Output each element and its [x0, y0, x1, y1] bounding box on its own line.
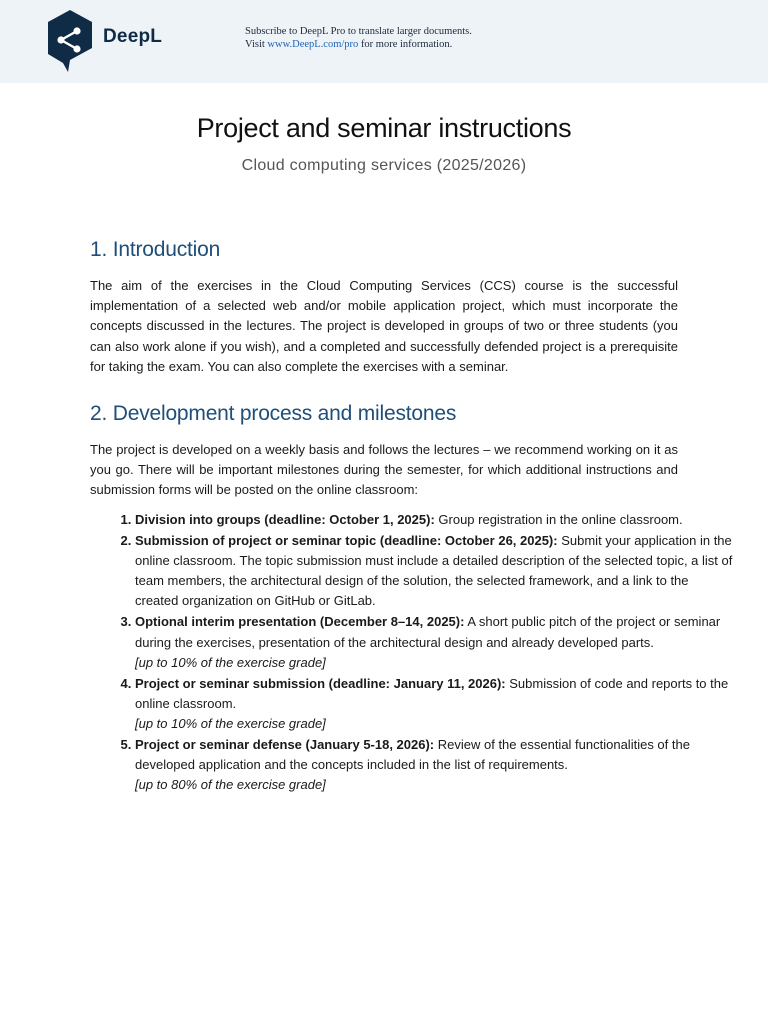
deepl-banner [0, 0, 768, 83]
milestone-grade-note: [up to 80% of the exercise grade] [135, 777, 326, 793]
logo-wordmark: DeepL [103, 26, 163, 47]
milestones-list [90, 510, 735, 796]
milestone-text: Group registration in the online classroom. [434, 512, 683, 527]
deepl-logo[interactable] [46, 9, 166, 73]
milestone-item [135, 735, 735, 795]
milestone-grade-note: [up to 10% of the exercise grade] [135, 654, 326, 670]
milestone-label: Project or seminar submission (deadline: January 11, 2026): [135, 675, 506, 691]
milestone-label: Division into groups (deadline: October 1, 2025): [135, 512, 435, 527]
milestones-paragraph: The project is developed on a weekly basis and follows the lectures – we recommend working on it as you go. There will be important milestones during the semester, for which additional instructions and submission forms will be posted on the online classroom: [90, 442, 678, 498]
milestone-item [135, 510, 735, 530]
document-subtitle: Cloud computing services (2025/2026) [241, 157, 527, 174]
milestone-item [135, 531, 735, 611]
milestone-label: Submission of project or seminar topic (deadline: October 26, 2025): [135, 533, 558, 549]
introduction-paragraph: The aim of the exercises in the Cloud Computing Services (CCS) course is the successful implementation of a selected web and/or mobile application project, which must incorporate the concepts discussed in the lectures. The project is developed in groups of two or three students (you can also work alone if you wish), and a completed and successfully defended project is a prerequisite for taking the exam. You can also complete the exercises with a seminar. [90, 278, 678, 374]
promo-visit-text: Visit [245, 39, 268, 50]
milestone-text: A short public pitch of the project or seminar during the exercises, presentation of the architectural design and already developed parts. [135, 614, 721, 650]
milestone-item [135, 612, 735, 672]
deepl-logo-icon [46, 9, 98, 73]
promo-line-1: Subscribe to DeepL Pro to translate larger documents. [245, 26, 472, 37]
milestone-label: Project or seminar defense (January 5-18, 2026): [135, 737, 435, 753]
promo-more-info-text: for more information. [358, 39, 453, 50]
promo-line-2 [245, 38, 472, 51]
milestone-item [135, 674, 735, 734]
promo-text [245, 25, 472, 51]
milestone-text: Submit your application in the online classroom. The topic submission must include a detailed description of the selected topic, a list of team members, the architectural design of the solution, the selected framework, and a link to the created organization on GitHub or GitLab. [135, 533, 733, 609]
document-title: Project and seminar instructions [196, 113, 572, 143]
milestone-grade-note: [up to 10% of the exercise grade] [135, 715, 326, 731]
milestone-text: Submission of code and reports to the online classroom. [135, 675, 729, 711]
milestone-label: Optional interim presentation (December 8–14, 2025): [135, 614, 465, 630]
milestone-text: Review of the essential functionalities of the developed application and the concepts included in the list of requirements. [135, 737, 690, 773]
section-heading-introduction: 1. Introduction [90, 238, 221, 261]
deepl-pro-link[interactable]: www.DeepL.com/pro [267, 39, 359, 50]
section-heading-milestones: 2. Development process and milestones [90, 402, 457, 425]
